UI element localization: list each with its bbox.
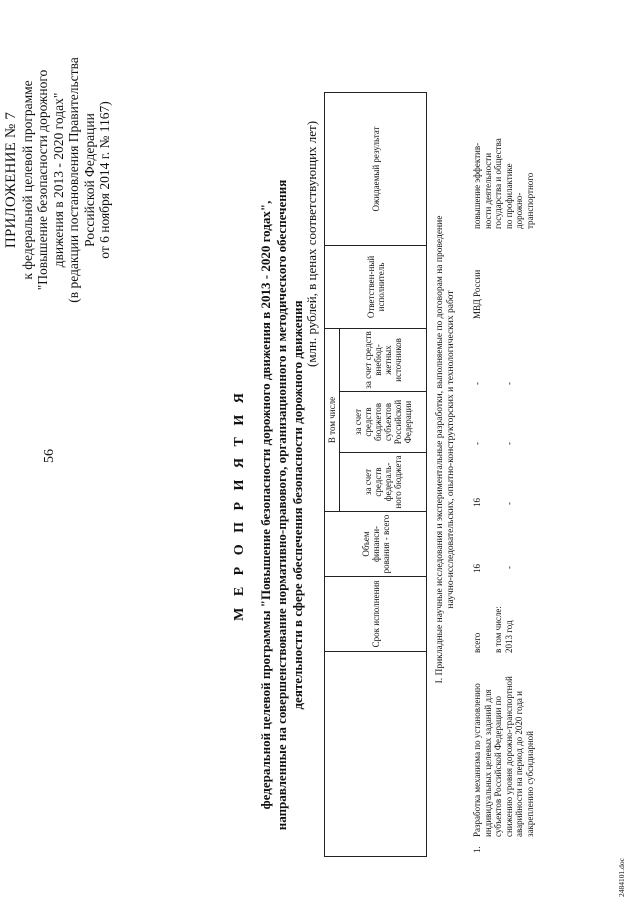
row-federal-total: 16 <box>472 498 482 507</box>
row-term-total: всего <box>472 632 482 653</box>
row-federal-year: - <box>504 502 514 505</box>
row-term-year: 2013 год <box>504 620 514 653</box>
row-regional-total: - <box>472 442 482 445</box>
section-line: научно-исследовательских, опытно-конструкторских и технологических работ <box>446 290 456 609</box>
row-name <box>472 676 535 837</box>
appendix-heading: ПРИЛОЖЕНИЕ № 7 <box>3 111 19 249</box>
row-volume-total: 16 <box>472 564 482 573</box>
row-result-line: повышение эффектив- <box>472 142 482 229</box>
row-volume-year: - <box>504 566 514 569</box>
measures-table <box>324 92 427 857</box>
row-term-including: в том числе: <box>493 606 503 653</box>
header-volume: Объем финанси-рования - всего <box>325 512 427 577</box>
row-result-line: по профилактике <box>503 163 514 229</box>
subtitle-line: федеральной целевой программы "Повышение безопасности дорожного движения в 2013 - 2020 годах", <box>258 200 273 810</box>
row-name-line: закреплению субсидиарной <box>524 731 535 837</box>
subtitle-line: деятельности в сфере обеспечения безопасности дорожного движения <box>290 300 305 710</box>
row-name-line: субъектов Российской Федерации по <box>493 695 503 837</box>
header-extra: за счет средств внебюд-жетных источников <box>340 329 427 392</box>
header-name <box>325 652 427 857</box>
header-result: Ожидаемый результат <box>325 93 427 246</box>
document-subtitle <box>258 160 306 850</box>
row-executor: МВД России <box>472 269 482 319</box>
section-title <box>435 42 457 857</box>
row-result-line: транспортного <box>524 172 535 229</box>
row-name-line: снижению уровня дорожно-транспортной <box>503 676 514 837</box>
footer-filename: 2484101.doc <box>617 858 626 897</box>
row-name-line: аварийности на период до 2020 года и <box>514 691 524 837</box>
appendix-line: "Повышение безопасности дорожного <box>35 69 50 291</box>
row-result-line: ности деятельности <box>482 152 493 229</box>
row-result-line: государства и общества <box>493 138 503 229</box>
appendix-block <box>4 10 113 350</box>
appendix-line: движения в 2013 - 2020 годах" <box>50 92 66 268</box>
header-regional: за счет средств бюджетов субъектов Российской Федерации <box>340 392 427 453</box>
row-term-gap <box>483 606 494 653</box>
row-extra-year: - <box>504 382 514 385</box>
subtitle-line: направленные на совершенствование нормативно-правового, организационного и методического обеспечения <box>274 179 289 831</box>
row-regional-year: - <box>504 442 514 445</box>
page-number: 56 <box>42 449 57 463</box>
row-extra-total: - <box>472 382 482 385</box>
appendix-line: Российской Федерации <box>81 113 97 247</box>
appendix-line: (в редакции постановления Правительства <box>66 57 81 303</box>
row-name-line: Разработка механизма по установлению <box>472 683 482 837</box>
appendix-line: от 6 ноября 2014 г. № 1167) <box>97 101 112 259</box>
units-note: (млн. рублей, в ценах соответствующих лет) <box>304 120 319 367</box>
row-name-line: индивидуальных целевых заданий для <box>482 689 493 837</box>
header-term: Срок исполнения <box>325 577 427 652</box>
appendix-line: к федеральной целевой программе <box>19 80 35 280</box>
header-including: В том числе <box>325 329 340 512</box>
document-title: М Е Р О П Р И Я Т И Я <box>232 389 247 621</box>
header-federal: за счет средств федераль-ного бюджета <box>340 453 427 512</box>
row-result-line: дорожно- <box>514 192 524 229</box>
row-number: 1. <box>472 846 482 853</box>
section-line: I. Прикладные научные исследования и экспериментальные разработки, выполняемые по договорам на проведение <box>435 215 445 684</box>
row-term <box>472 606 504 653</box>
header-executor: Ответствен-ный исполнитель <box>325 246 427 329</box>
row-result <box>472 138 535 229</box>
